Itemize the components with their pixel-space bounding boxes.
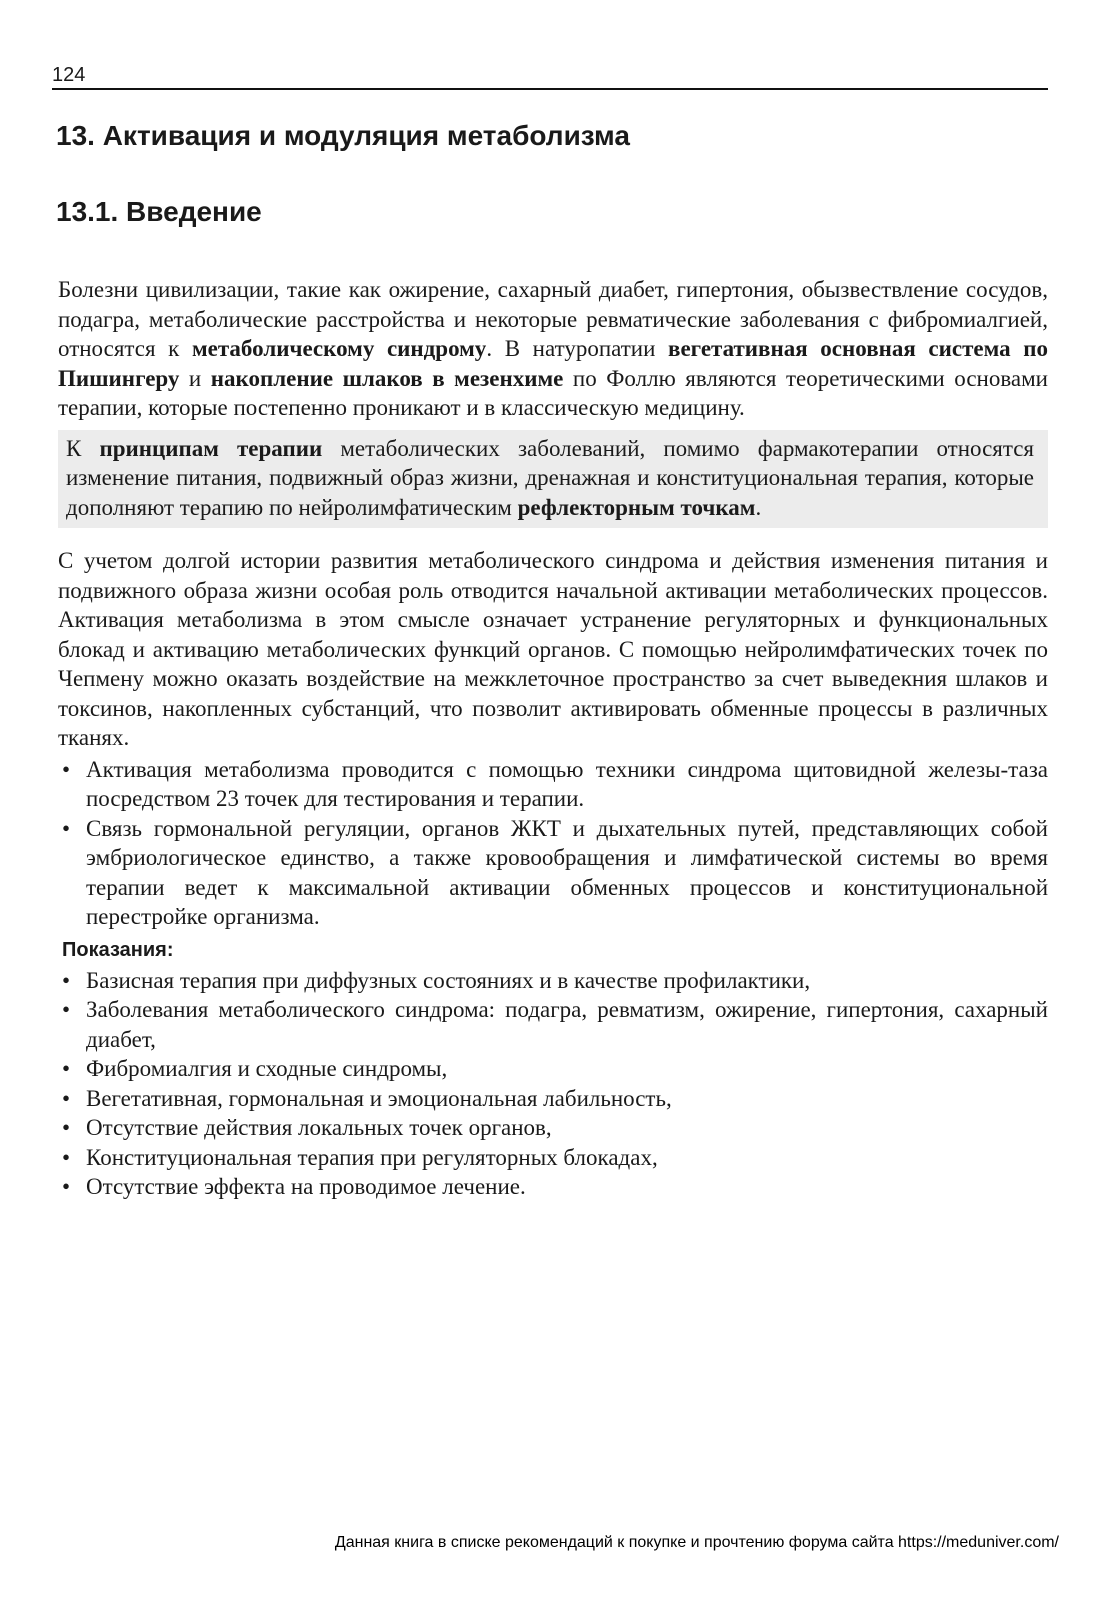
indications-heading: Показания: [62,938,174,961]
highlight-text: . [755,494,762,520]
highlight-text: К [66,435,100,461]
indications-list [58,966,1048,1202]
bold-term: накопление шлаков в мезенхиме [210,365,564,391]
chapter-title: 13. Активация и модуляция метаболизма [56,120,630,151]
list-item: • Фибромиалгия и сходные синдромы, [58,1054,1048,1084]
list-item: • Связь гормональной регуляции, органов ЖКТ и дыхательных путей, представляющих собой эмбриологическое единство, а также кровообращения и лимфатической системы во время терапии ведет к максимальной активации обменных процессов и конституциональной перестройке организма. [58,814,1048,932]
intro-paragraph [58,275,1048,423]
highlight-text: метаболических заболеваний, помимо фармакотерапии относятся изменение питания, подвижный образ жизни, дренажная и конституциональная терапия, которые дополняют терапию по нейролимфатическим [66,435,1034,520]
list-item: • Базисная терапия при диффузных состояниях и в качестве профилактики, [58,966,1048,996]
body-paragraph: С учетом долгой истории развития метаболического синдрома и действия изменения питания и подвижного образа жизни особая роль отводится начальной активации метаболических процессов. Активация метаболизма в этом смысле означает устранение регуляторных и функциональных блокад и активацию метаболических функций органов. С помощью нейролимфатических точек по Чепмену можно оказать воздействие на межклеточное пространство за счет выведекния шлаков и токсинов, накопленных субстанций, что позволит активировать обменные процессы в различных тканях. [58,548,1048,750]
list-item: • Заболевания метаболического синдрома: подагра, ревматизм, ожирение, гипертония, сахарный диабет, [58,995,1048,1054]
list-item: • Конституциональная терапия при регуляторных блокадах, [58,1143,1048,1173]
main-content [58,275,1048,1202]
bold-term: вегетативная основная система по Пишингеру [58,336,1048,391]
list-item: • Активация метаболизма проводится с помощью техники синдрома щитовидной железы-таза посредством 23 точек для тестирования и терапии. [58,755,1048,814]
page-number: 124 [52,64,86,86]
list-item: • Отсутствие действия локальных точек органов, [58,1113,1048,1143]
page-header [52,62,1048,90]
bold-term: метаболическому синдрому [191,336,487,361]
intro-text: по Фоллю являются теоретическими основами терапии, которые постепенно проникают и в классическую медицину. [58,365,1048,420]
therapy-principles-box [58,430,1048,529]
intro-text: . В натуропатии [486,336,669,361]
activation-bullet-list [58,755,1048,932]
section-title: 13.1. Введение [56,196,262,227]
bold-term: рефлекторным точкам [517,494,756,520]
footer-note: Данная книга в списке рекомендаций к покупке и прочтению форума сайта https://meduniver.com/ [334,1534,1059,1551]
list-item: • Отсутствие эффекта на проводимое лечение. [58,1172,1048,1202]
intro-text: Болезни цивилизации, такие как ожирение, сахарный диабет, гипертония, обызвествление сосудов, подагра, метаболические расстройства и некоторые ревматические заболевания с фибромиалгией, относятся к [58,277,1048,361]
list-item: • Вегетативная, гормональная и эмоциональная лабильность, [58,1084,1048,1114]
intro-text: и [179,365,211,391]
bold-term: принципам терапии [99,435,323,461]
